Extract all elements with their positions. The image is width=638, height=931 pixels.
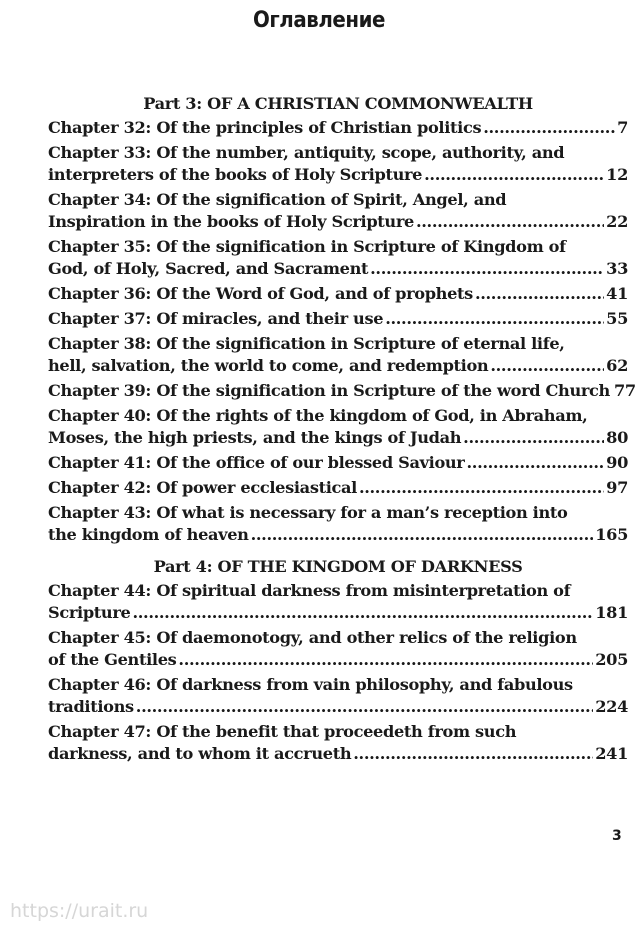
dot-leader [136, 696, 593, 718]
toc-page-number: 33 [606, 259, 628, 278]
toc-entry-text: Chapter 37: Of miracles, and their use [48, 309, 384, 328]
toc-part-3 [48, 91, 636, 546]
part-title: Part 3: OF A CHRISTIAN COMMONWEALTH [143, 94, 533, 113]
toc-entry-text: Chapter 42: Of power ecclesiastical [48, 478, 357, 497]
toc-entry [48, 502, 628, 546]
dot-leader [359, 477, 604, 499]
toc-entry-last-line [48, 696, 628, 718]
dot-leader [490, 355, 604, 377]
dot-leader [370, 258, 604, 280]
dot-leader [178, 649, 593, 671]
toc-entry-last-line [48, 602, 628, 624]
toc-entry-last-line [48, 258, 628, 280]
toc-entry-last-line [48, 649, 628, 671]
toc-page-number: 97 [606, 478, 628, 497]
dot-leader [483, 117, 615, 139]
toc-entry-line: Chapter 45: Of daemonotogy, and other relics of the religion [48, 628, 577, 647]
toc-entry-text: Chapter 41: Of the office of our blessed Saviour [48, 453, 465, 472]
dot-leader [467, 452, 605, 474]
dot-leader [132, 602, 593, 624]
toc-entry-last-line [48, 117, 628, 139]
toc-entry-line: Chapter 47: Of the benefit that proceedeth from such [48, 722, 517, 741]
dot-leader [424, 164, 604, 186]
toc-part-4 [48, 554, 628, 765]
toc-entries [48, 117, 636, 546]
toc-entry-last-line [48, 524, 628, 546]
toc-entry-line: Chapter 43: Of what is necessary for a man’s reception into [48, 503, 568, 522]
toc-entry [48, 721, 628, 765]
toc-page-number: 224 [595, 697, 628, 716]
dot-leader [475, 283, 604, 305]
toc-entry [48, 674, 628, 718]
toc-entry-last-line [48, 380, 636, 402]
toc-entry-line: Chapter 40: Of the rights of the kingdom of God, in Abraham, [48, 406, 588, 425]
toc-page-number: 181 [595, 603, 628, 622]
toc-entry-line: Chapter 46: Of darkness from vain philosophy, and fabulous [48, 675, 573, 694]
toc-entry-text: Inspiration in the books of Holy Scripture [48, 212, 414, 231]
toc-entry-last-line [48, 211, 628, 233]
toc-entries [48, 580, 628, 765]
toc-page-number: 55 [606, 309, 628, 328]
toc-entry-line: Chapter 38: Of the signification in Scripture of eternal life, [48, 334, 565, 353]
toc-entry-last-line [48, 355, 628, 377]
dot-leader [416, 211, 604, 233]
toc-entry [48, 333, 628, 377]
table-of-contents [48, 91, 636, 768]
toc-entry [48, 627, 628, 671]
toc-entry-last-line [48, 164, 628, 186]
toc-entry [48, 477, 628, 499]
toc-entry [48, 117, 628, 139]
toc-entry-text: of the Gentiles [48, 650, 177, 669]
toc-entry-last-line [48, 477, 628, 499]
toc-entry-text: interpreters of the books of Holy Scripture [48, 165, 423, 184]
toc-entry-text: traditions [48, 697, 134, 716]
toc-page-number: 7 [617, 118, 628, 137]
toc-page-number: 22 [606, 212, 628, 231]
toc-entry-text: Chapter 36: Of the Word of God, and of prophets [48, 284, 473, 303]
toc-page-number: 205 [595, 650, 628, 669]
toc-entry-last-line [48, 452, 628, 474]
toc-entry [48, 405, 628, 449]
dot-leader [251, 524, 594, 546]
toc-page-number: 90 [606, 453, 628, 472]
toc-entry [48, 380, 636, 402]
toc-entry-line: Chapter 33: Of the number, antiquity, scope, authority, and [48, 143, 565, 162]
toc-page-number: 77 [613, 381, 636, 400]
toc-entry-text: Chapter 32: Of the principles of Christian politics [48, 118, 482, 137]
toc-page-number: 165 [595, 525, 628, 544]
toc-entry-line: Chapter 35: Of the signification in Scripture of Kingdom of [48, 237, 566, 256]
toc-entry-text: Chapter 39: Of the signification in Scripture of the word Church [48, 381, 610, 400]
dot-leader [353, 743, 593, 765]
page-title: Оглавление [253, 8, 385, 33]
toc-entry [48, 283, 628, 305]
toc-page-number: 80 [606, 428, 628, 447]
toc-page-number: 12 [606, 165, 628, 184]
toc-entry [48, 189, 628, 233]
toc-entry-text: Moses, the high priests, and the kings of Judah [48, 428, 462, 447]
watermark: https://urait.ru [10, 900, 149, 922]
toc-page-number: 241 [595, 744, 628, 763]
toc-entry-last-line [48, 308, 628, 330]
dot-leader [385, 308, 604, 330]
toc-entry [48, 142, 628, 186]
toc-entry-text: hell, salvation, the world to come, and redemption [48, 356, 489, 375]
part-title: Part 4: OF THE KINGDOM OF DARKNESS [153, 557, 523, 576]
toc-entry [48, 236, 628, 280]
toc-entry-line: Chapter 34: Of the signification of Spirit, Angel, and [48, 190, 507, 209]
toc-page-number: 62 [606, 356, 628, 375]
toc-entry-line: Chapter 44: Of spiritual darkness from misinterpretation of [48, 581, 571, 600]
toc-entry-text: Scripture [48, 603, 131, 622]
toc-entry-last-line [48, 283, 628, 305]
toc-entry-text: the kingdom of heaven [48, 525, 249, 544]
toc-page-number: 41 [606, 284, 628, 303]
toc-entry-last-line [48, 743, 628, 765]
toc-entry [48, 452, 628, 474]
toc-entry-text: darkness, and to whom it accrueth [48, 744, 352, 763]
toc-entry-text: God, of Holy, Sacred, and Sacrament [48, 259, 369, 278]
dot-leader [463, 427, 604, 449]
toc-entry-last-line [48, 427, 628, 449]
toc-entry [48, 580, 628, 624]
toc-entry [48, 308, 628, 330]
page-number: 3 [612, 828, 622, 844]
